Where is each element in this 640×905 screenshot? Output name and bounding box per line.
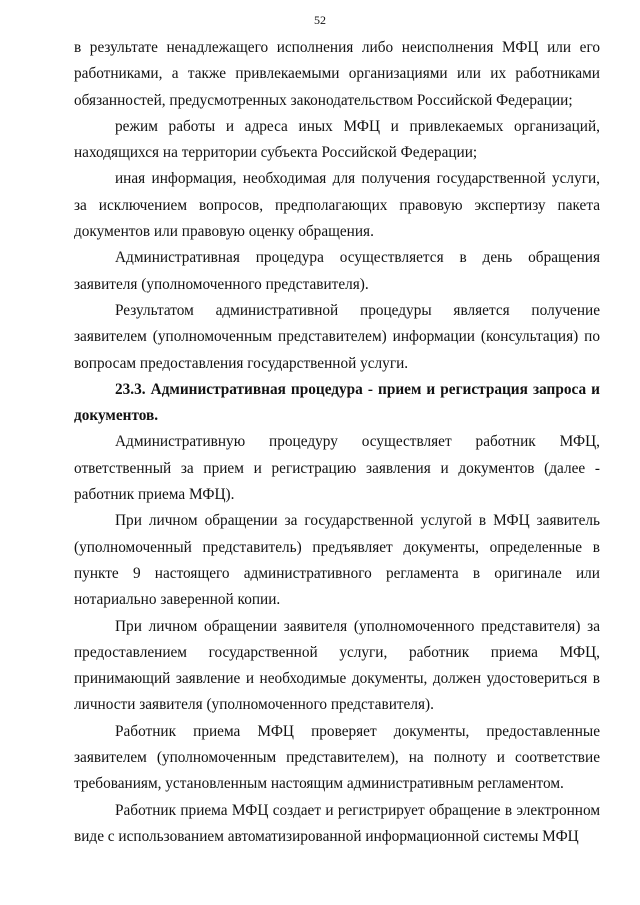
paragraph: При личном обращении заявителя (уполномоченного представителя) за предоставлением государственной услуги, работник приема МФЦ, принимающий заявление и необходимые документы, должен удостовериться в личности заявителя (уполномоченного представителя). [74, 617, 600, 714]
paragraph: Работник приема МФЦ проверяет документы, предоставленные заявителем (уполномоченным представителем), на полноту и соответствие требованиям, установленным настоящим административным регламентом. [74, 722, 600, 793]
paragraph: режим работы и адреса иных МФЦ и привлекаемых организаций, находящихся на территории субъекта Российской Федерации; [74, 117, 600, 162]
paragraph: Административная процедура осуществляется в день обращения заявителя (уполномоченного представителя). [74, 249, 600, 293]
document-body [74, 35, 600, 850]
paragraph: Работник приема МФЦ создает и регистрирует обращение в электронном виде с использованием автоматизированной информационной системы МФЦ [74, 801, 600, 845]
paragraph: Результатом административной процедуры является получение заявителем (уполномоченным представителем) информации (консультация) по вопросам предоставления государственной услуги. [74, 301, 600, 372]
paragraph: иная информация, необходимая для получения государственной услуги, за исключением вопросов, предполагающих правовую экспертизу пакета документов или правовую оценку обращения. [74, 170, 600, 241]
page-number: 52 [314, 13, 326, 27]
paragraph: в результате ненадлежащего исполнения либо неисполнения МФЦ или его работниками, а также привлекаемыми организациями или их работниками обязанностей, предусмотренных законодательством Российской Федерации; [74, 39, 600, 109]
section-heading: 23.3. Административная процедура - прием и регистрация запроса и документов. [74, 380, 600, 425]
paragraph: Административную процедуру осуществляет работник МФЦ, ответственный за прием и регистрацию заявления и документов (далее - работник приема МФЦ). [74, 433, 600, 504]
paragraph: При личном обращении за государственной услугой в МФЦ заявитель (уполномоченный представитель) предъявляет документы, определенные в пункте 9 настоящего административного регламента в оригинале или нотариально заверенной копии. [74, 512, 600, 609]
